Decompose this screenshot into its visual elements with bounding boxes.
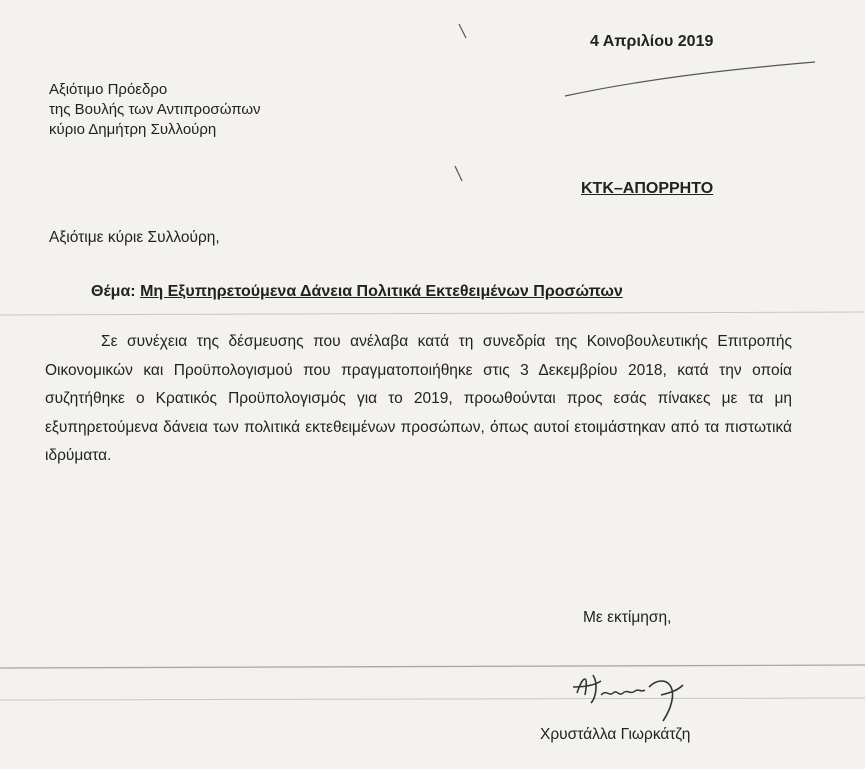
subject-label: Θέμα: [91, 283, 136, 300]
fold-line-bottom-1 [0, 665, 865, 668]
signatory-name: Χρυστάλλα Γιωρκάτζη [540, 726, 691, 743]
pen-stroke-header [565, 62, 815, 96]
body-paragraph: Σε συνέχεια της δέσμευσης που ανέλαβα κατά τη συνεδρία της Κοινοβουλευτικής Επιτροπής Οικονομικών και Προϋπολογισμού που πραγματοποιήθηκε στις 3 Δεκεμβρίου 2018, κατά την οποία συζητήθηκε ο Κρατικός Προϋπολογισμός για το 2019, προωθούνται προς εσάς πίνακες με τα μη εξυπηρετούμενα δάνεια των πολιτικά εκτεθειμένων προσώπων, όπως αυτοί ετοιμάστηκαν από τα πιστωτικά ιδρύματα. [45, 333, 792, 465]
letter-date: 4 Απριλίου 2019 [590, 33, 714, 50]
addressee-block [49, 80, 261, 140]
closing: Με εκτίμηση, [583, 609, 672, 626]
classification-label: ΚΤΚ–ΑΠΟΡΡΗΤΟ [581, 180, 714, 197]
pen-tick-2 [455, 166, 462, 181]
handwritten-signature [565, 665, 715, 727]
addressee-line-1: Αξιότιμο Πρόεδρο [49, 81, 168, 98]
addressee-line-3: κύριο Δημήτρη Συλλούρη [49, 121, 217, 138]
pen-tick-1 [459, 24, 466, 38]
salutation: Αξιότιμε κύριε Συλλούρη, [49, 229, 220, 246]
subject-text: Μη Εξυπηρετούμενα Δάνεια Πολιτικά Εκτεθειμένων Προσώπων [140, 283, 623, 300]
fold-line-top [0, 312, 865, 315]
addressee-line-2: της Βουλής των Αντιπροσώπων [49, 101, 261, 118]
fold-line-bottom-2 [0, 698, 865, 700]
subject-line [91, 283, 623, 301]
